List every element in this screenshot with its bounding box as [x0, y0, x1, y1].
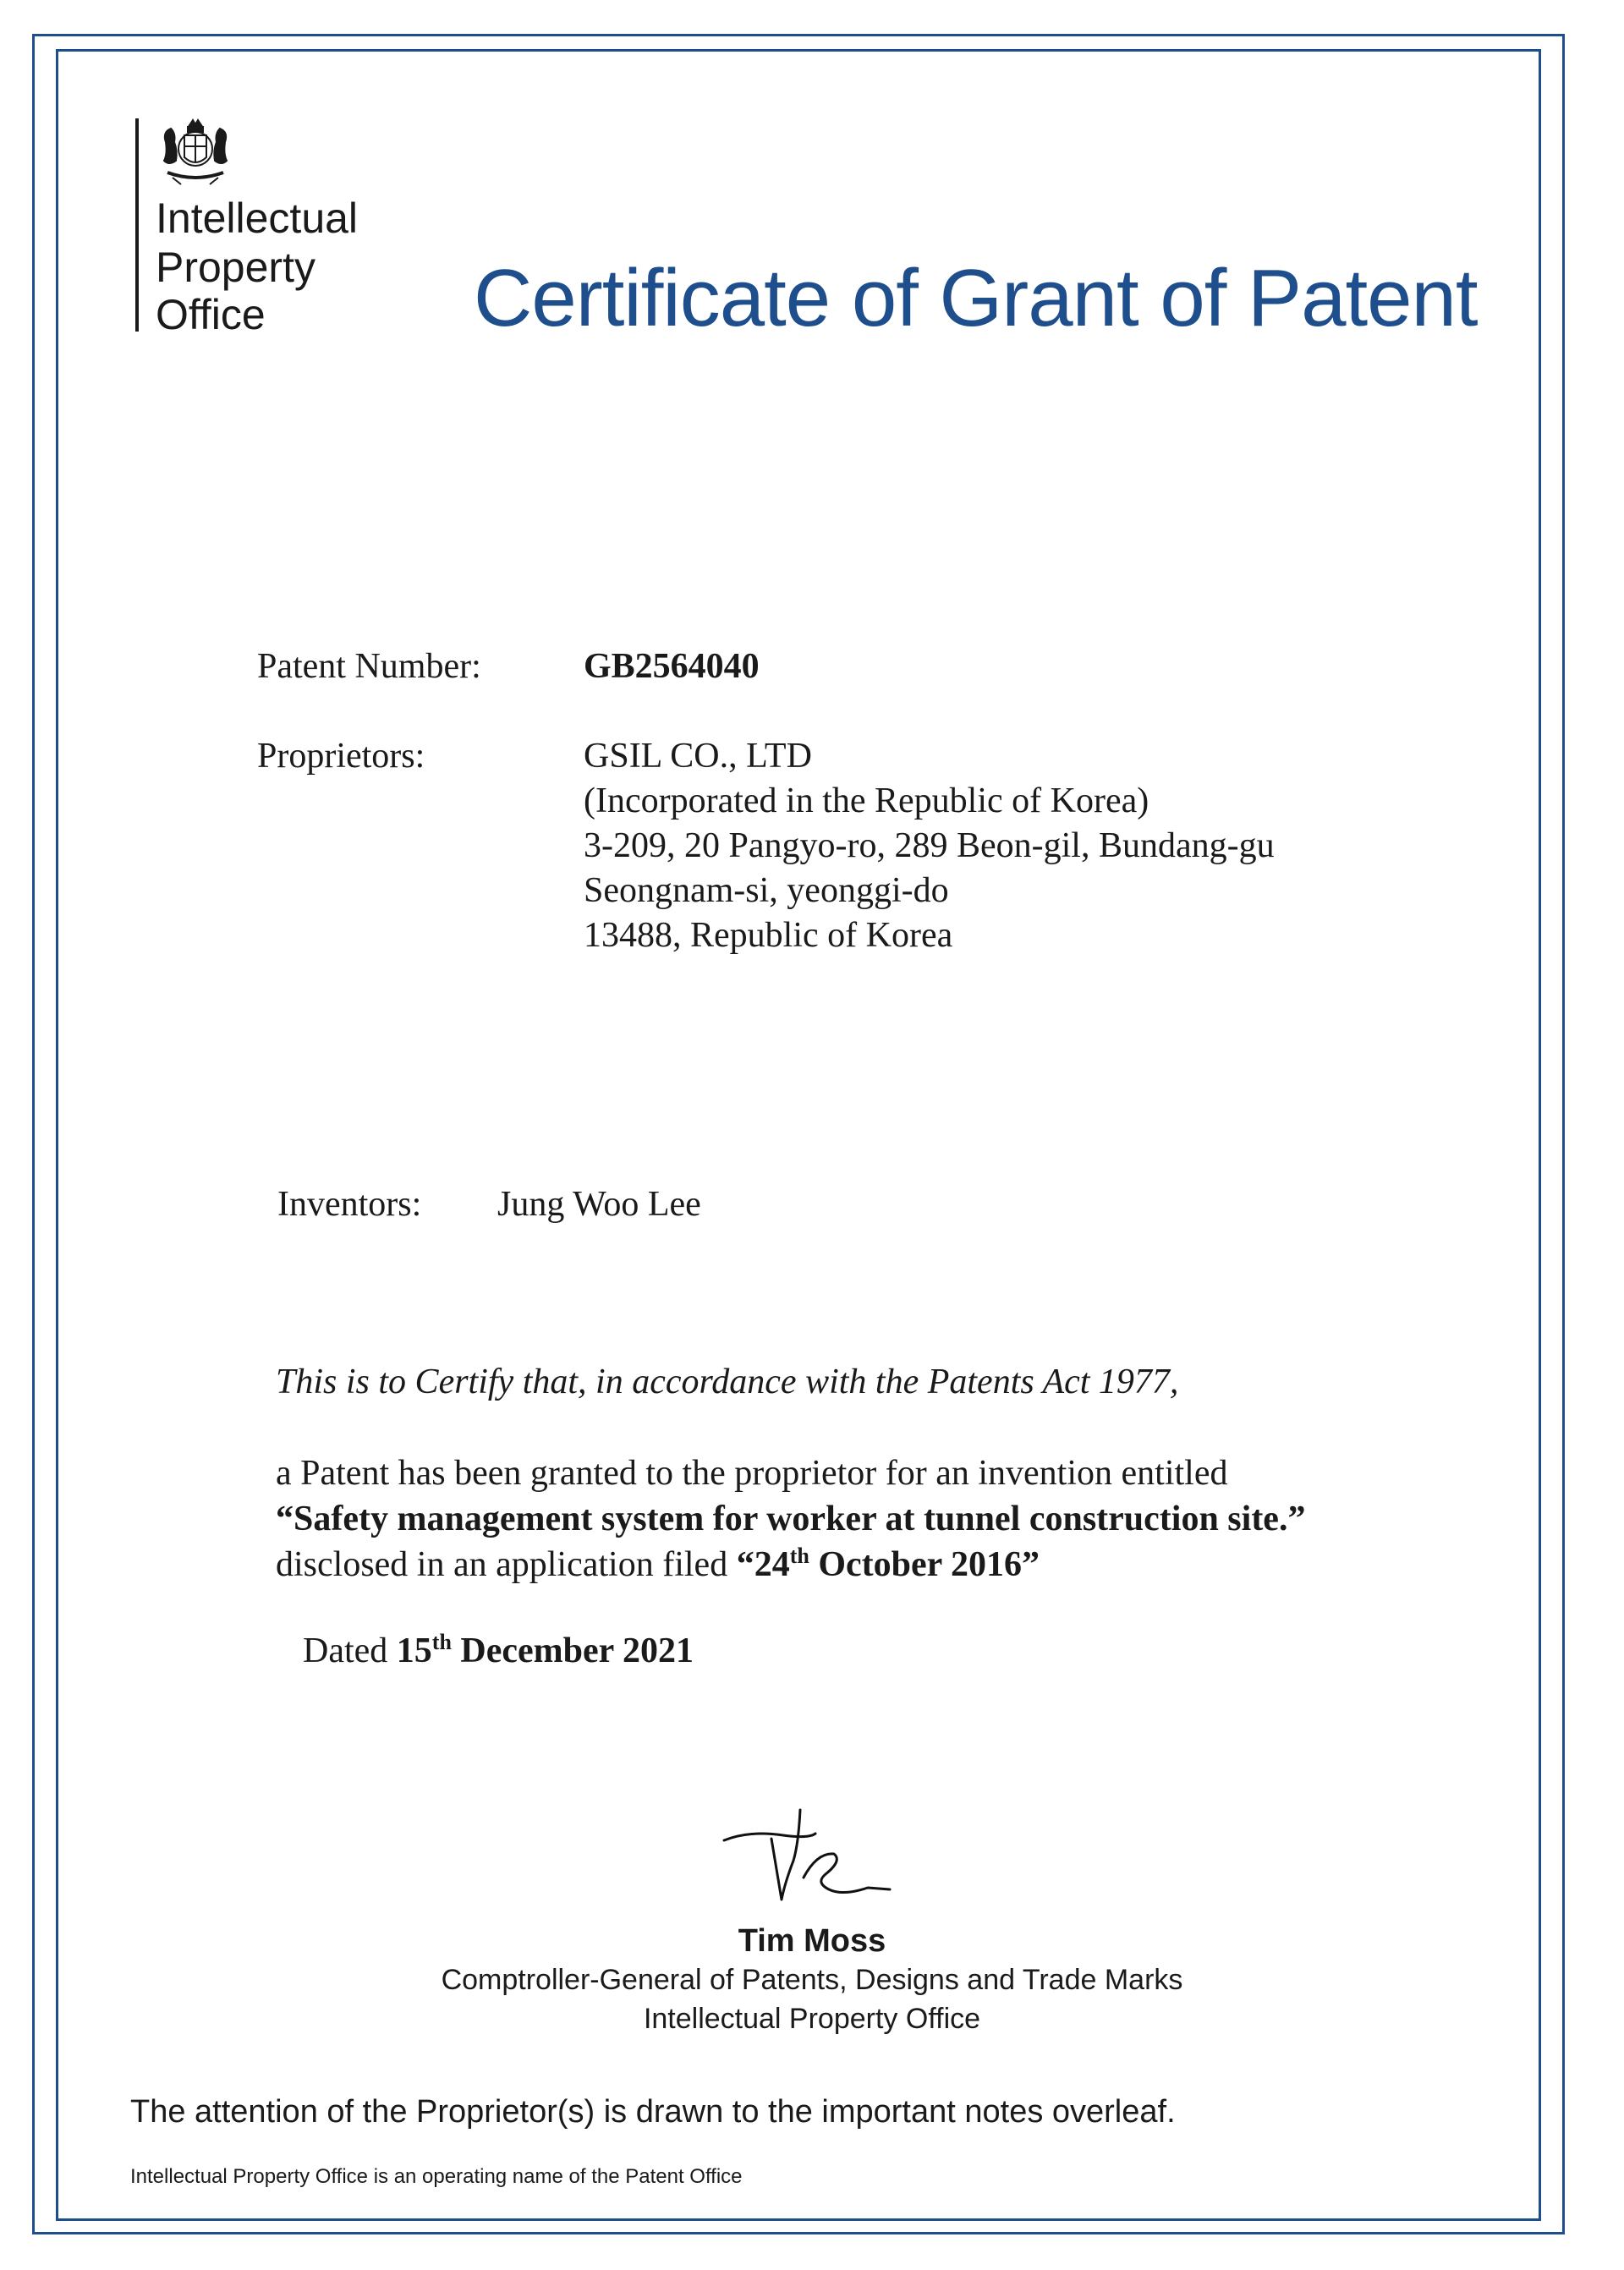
signatory-office: Intellectual Property Office: [643, 2003, 981, 2035]
inventors-value: Jung Woo Lee: [497, 1185, 701, 1224]
invention-title: “Safety management system for worker at tunnel construction site.”: [276, 1500, 1306, 1538]
proprietor-line-3: 3-209, 20 Pangyo-ro, 289 Beon-gil, Bundang-gu: [584, 826, 1275, 865]
org-name-line-2: Property: [156, 244, 315, 291]
patent-number-value: GB2564040: [584, 647, 760, 686]
dated-day: 15: [396, 1631, 432, 1670]
filed-date-rest: October 2016”: [809, 1545, 1040, 1584]
patent-number-label: Patent Number:: [257, 647, 481, 686]
logo-divider-bar: [135, 118, 139, 332]
inventors-label: Inventors:: [277, 1185, 422, 1224]
dated-line: [303, 1631, 694, 1671]
org-name-line-1: Intellectual: [156, 195, 359, 242]
attention-notice: The attention of the Proprietor(s) is drawn to the important notes overleaf.: [130, 2094, 1176, 2130]
dated-suffix: th: [431, 1630, 452, 1654]
handwritten-signature: [716, 1801, 902, 1920]
dated-rest: December 2021: [451, 1631, 694, 1670]
org-name-line-3: Office: [156, 291, 266, 338]
certification-intro: This is to Certify that, in accordance with the Patents Act 1977,: [276, 1363, 1179, 1401]
grant-statement: a Patent has been granted to the proprietor for an invention entitled: [276, 1454, 1228, 1493]
dated-prefix: Dated: [303, 1631, 397, 1670]
signatory-role: Comptroller-General of Patents, Designs and Trade Marks: [441, 1964, 1183, 1996]
proprietors-label: Proprietors:: [257, 737, 425, 776]
proprietor-line-1: GSIL CO., LTD: [584, 737, 812, 776]
office-footnote: Intellectual Property Office is an operating name of the Patent Office: [130, 2165, 743, 2188]
filed-date-line: [276, 1544, 1040, 1585]
proprietor-line-4: Seongnam-si, yeonggi-do: [584, 871, 949, 910]
proprietor-line-2: (Incorporated in the Republic of Korea): [584, 781, 1149, 820]
certificate-title: Certificate of Grant of Patent: [474, 253, 1478, 343]
filed-date-day: “24: [736, 1545, 790, 1584]
signatory-name: Tim Moss: [738, 1923, 886, 1959]
filed-date-suffix: th: [789, 1543, 809, 1568]
proprietor-line-5: 13488, Republic of Korea: [584, 916, 953, 955]
royal-coat-of-arms-icon: [156, 117, 235, 188]
filed-date-prefix: disclosed in an application filed: [276, 1545, 737, 1584]
